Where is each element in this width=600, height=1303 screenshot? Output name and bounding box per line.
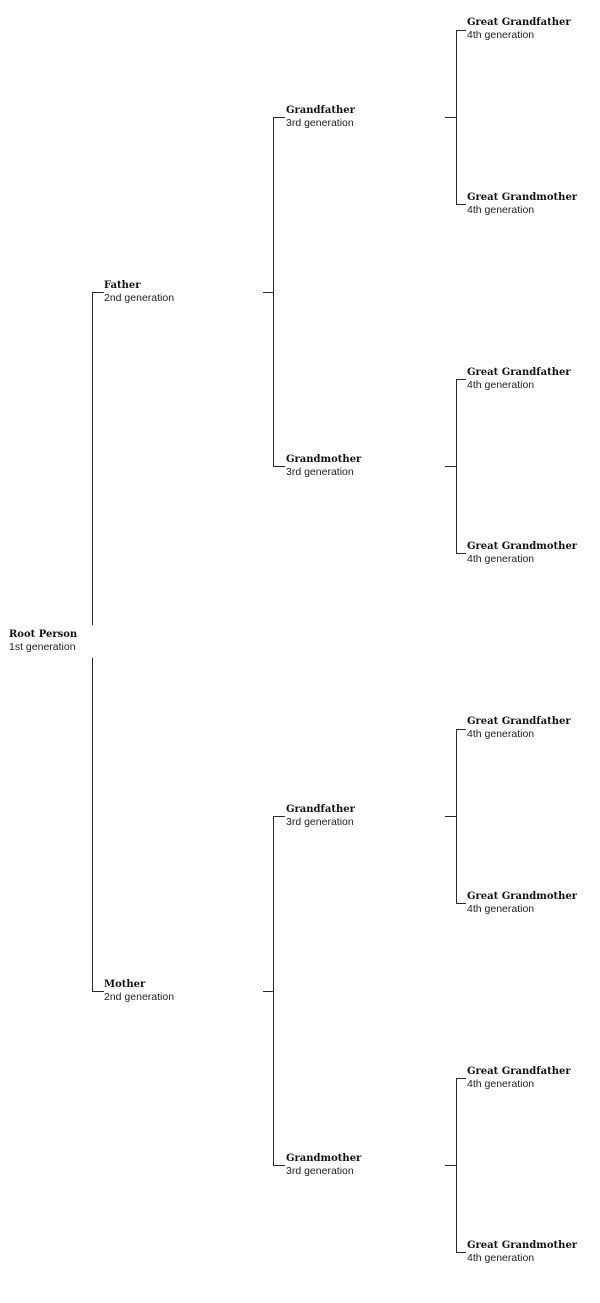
father-parents-connector [273,117,274,467]
great-grandparent-node-3 [467,367,571,391]
gen3-1-parents-connector [456,30,457,205]
gen3-4-parents-connector [456,1078,457,1253]
person-name: Great Grandfather [467,1066,571,1077]
person-name: Root Person [9,629,78,640]
person-name: Great Grandmother [467,891,578,902]
maternal-grandmother-node [286,1153,361,1177]
gen3-3-parents-connector [456,729,457,904]
generation-label: 4th generation [467,204,535,216]
root-person-node [9,629,77,653]
person-name: Great Grandmother [467,192,578,203]
paternal-grandfather-node [286,105,355,129]
person-name: Great Grandmother [467,541,578,552]
great-grandparent-node-4 [467,541,577,565]
person-name: Grandmother [286,454,362,465]
person-name: Great Grandmother [467,1240,578,1251]
father-tick [92,292,104,293]
root-mother-connector [92,658,93,991]
generation-label: 2nd generation [104,292,175,304]
gen3-2-stub [445,466,456,467]
paternal-grandfather-tick [273,117,285,118]
generation-label: 2nd generation [104,991,175,1003]
gen4-7-tick [456,1078,466,1079]
gen3-4-stub [445,1165,456,1166]
gen3-2-parents-connector [456,379,457,554]
maternal-grandfather-tick [273,816,285,817]
mother-node [104,979,174,1003]
gen4-8-tick [456,1252,466,1253]
gen4-2-tick [456,204,466,205]
gen3-3-stub [445,816,456,817]
gen4-6-tick [456,903,466,904]
mother-stub [263,991,273,992]
person-name: Grandfather [286,105,355,116]
father-stub [263,292,273,293]
great-grandparent-node-2 [467,192,577,216]
person-name: Grandfather [286,804,355,815]
gen4-5-tick [456,729,466,730]
generation-label: 3rd generation [286,1165,354,1177]
generation-label: 4th generation [467,903,535,915]
person-name: Grandmother [286,1153,362,1164]
generation-label: 3rd generation [286,816,354,828]
great-grandparent-node-5 [467,716,571,740]
paternal-grandmother-tick [273,466,285,467]
person-name: Father [104,280,141,291]
mother-parents-connector [273,816,274,1166]
person-name: Great Grandfather [467,716,571,727]
root-father-connector [92,292,93,625]
maternal-grandmother-tick [273,1165,285,1166]
generation-label: 4th generation [467,728,535,740]
great-grandparent-node-6 [467,891,577,915]
generation-label: 4th generation [467,29,535,41]
paternal-grandmother-node [286,454,361,478]
gen3-1-stub [445,117,456,118]
father-node [104,280,174,304]
gen4-1-tick [456,30,466,31]
person-name: Mother [104,979,146,990]
great-grandparent-node-7 [467,1066,571,1090]
mother-tick [92,991,104,992]
generation-label: 3rd generation [286,117,354,129]
generation-label: 4th generation [467,1078,535,1090]
person-name: Great Grandfather [467,367,571,378]
generation-label: 4th generation [467,553,535,565]
generation-label: 4th generation [467,379,535,391]
gen4-3-tick [456,379,466,380]
great-grandparent-node-8 [467,1240,577,1264]
maternal-grandfather-node [286,804,355,828]
generation-label: 4th generation [467,1252,535,1264]
gen4-4-tick [456,553,466,554]
great-grandparent-node-1 [467,17,571,41]
generation-label: 3rd generation [286,466,354,478]
generation-label: 1st generation [9,641,76,653]
person-name: Great Grandfather [467,17,571,28]
